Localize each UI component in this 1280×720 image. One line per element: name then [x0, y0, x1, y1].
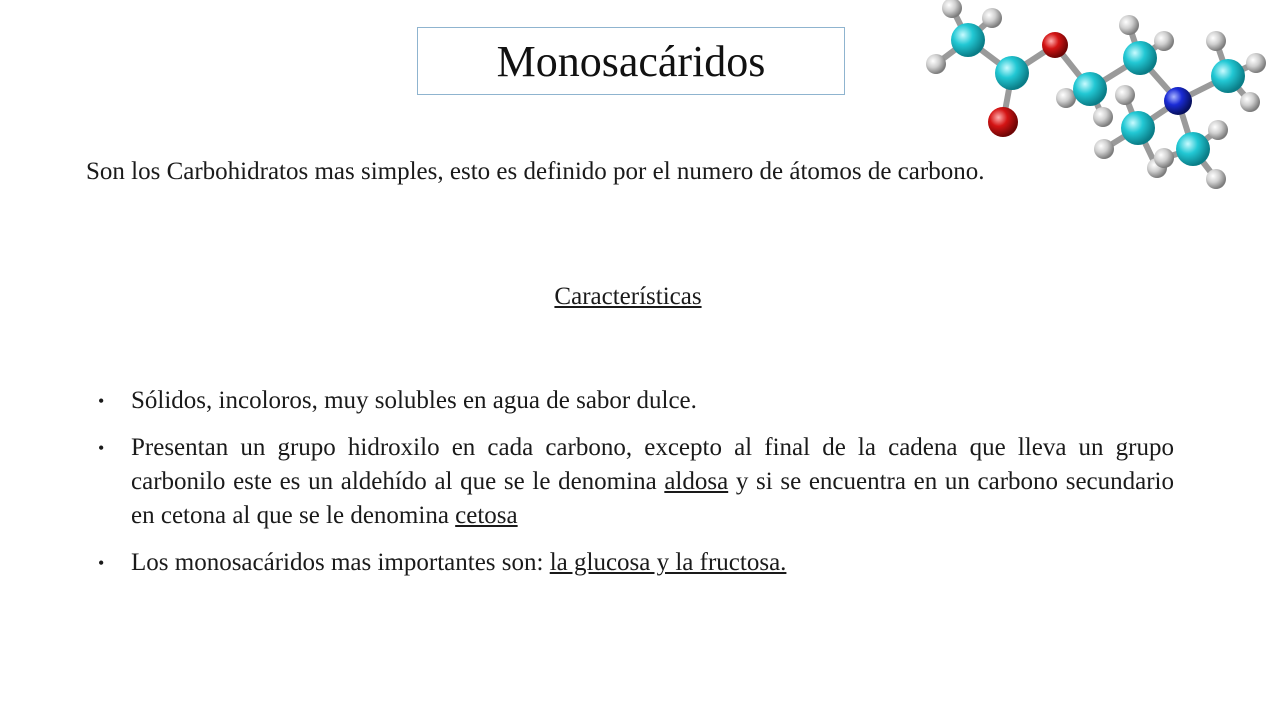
list-item: [100, 384, 1174, 418]
bullet-text: Los monosacáridos mas importantes son:: [131, 549, 550, 576]
bullet-icon: •: [98, 553, 105, 573]
term-cetosa: cetosa: [455, 502, 518, 529]
list-item: [100, 431, 1174, 533]
slide-title: Monosacáridos: [496, 36, 766, 86]
list-item: [100, 546, 1174, 580]
characteristics-list: [100, 384, 1174, 593]
term-aldosa: aldosa: [664, 468, 729, 495]
bullet-icon: •: [98, 438, 105, 458]
intro-paragraph: Son los Carbohidratos mas simples, esto es definido por el numero de átomos de carbono.: [86, 158, 985, 185]
section-heading-text: Características: [554, 283, 702, 310]
highlighted-examples: la glucosa y la fructosa.: [549, 549, 787, 576]
bullet-text: Sólidos, incoloros, muy solubles en agua de sabor dulce.: [131, 387, 697, 414]
bullet-text-continued: y si se encuentra en un carbono secundario en cetona al que se le denomina: [131, 468, 1174, 529]
bullet-icon: •: [98, 391, 105, 411]
bullet-text: Presentan un grupo hidroxilo en cada carbono, excepto al final de la cadena que lleva un grupo carbonilo este es un aldehído al que se le denomina: [131, 434, 1174, 495]
section-heading: [0, 283, 1256, 311]
title-box: [417, 27, 845, 95]
